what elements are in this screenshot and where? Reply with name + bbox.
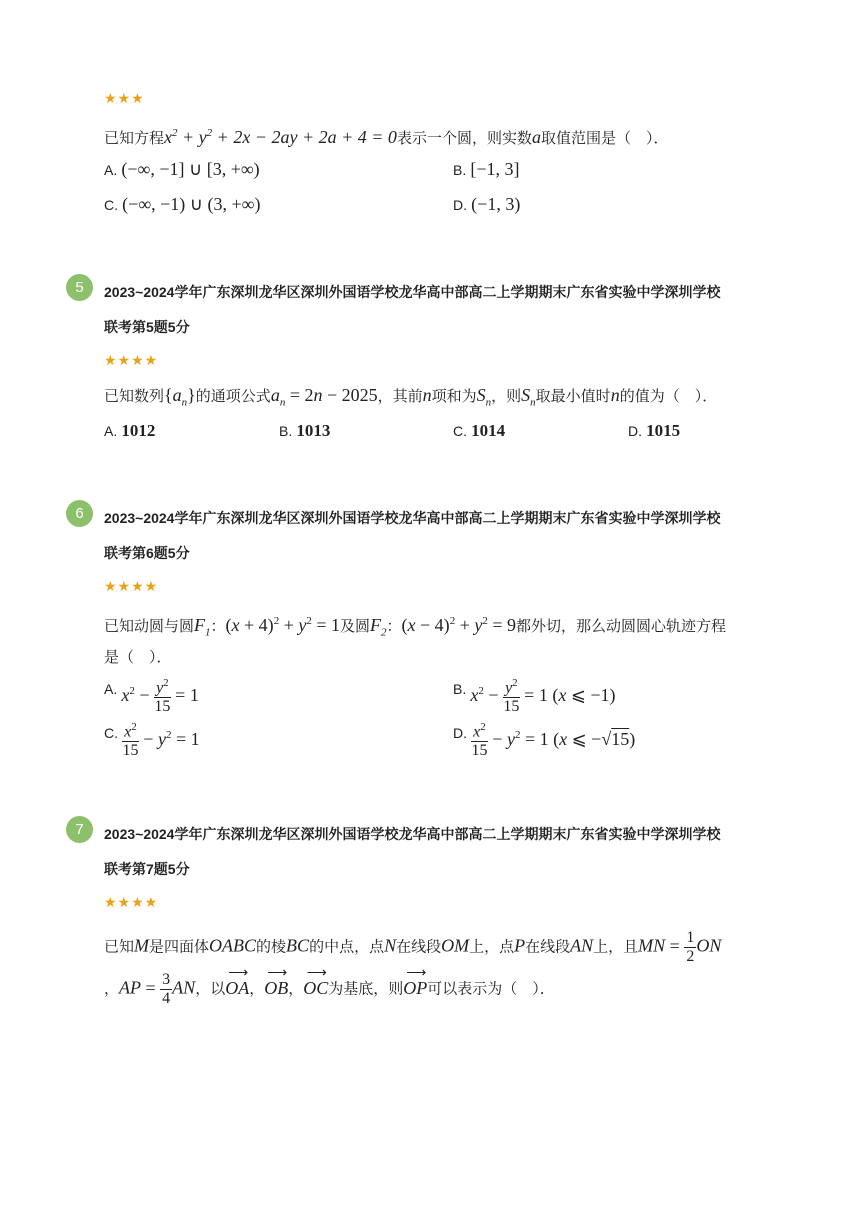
- question-source: 2023~2024学年广东深圳龙华区深圳外国语学校龙华高中部高二上学期期末广东省实验中学深圳学校: [104, 284, 721, 300]
- option-a[interactable]: A. (−∞, −1] ∪ [3, +∞): [104, 159, 260, 179]
- question-source-cont: 联考第6题5分: [104, 545, 190, 561]
- question-stem: 已知M是四面体OABC的棱BC的中点，点N在线段OM上，点P在线段AN上，且MN = $\frac{1}{2}$ ON: [104, 929, 722, 965]
- difficulty-stars: ★★★: [104, 90, 145, 106]
- stem-text: 取值范围是（ ）．: [540, 130, 669, 147]
- option-a[interactable]: A. $x^2$ − $\frac{y^2}{15}$ = 1: [104, 677, 199, 716]
- difficulty-stars: ★★★★: [104, 578, 159, 594]
- difficulty-stars: ★★★★: [104, 894, 159, 910]
- option-b[interactable]: B. 1013: [279, 421, 331, 440]
- option-b[interactable]: B. [−1, 3]: [453, 159, 520, 179]
- option-d[interactable]: D. 1015: [628, 421, 681, 440]
- option-d[interactable]: D. (−1, 3): [453, 194, 521, 214]
- question-stem-cont: ，AP = $\frac{3}{4}$ AN，以⟶ OA，⟶ OB，⟶ OC为基底，则⟶ OP可以表示为（ ）．: [104, 972, 555, 1007]
- question-stem: 已知数列$\{a_n\}$的通项公式$a_n = 2n - 2025$，其前n项和为$S_n$，则$S_n$取最小值时n的值为（ ）．: [104, 385, 718, 409]
- question-source: 2023~2024学年广东深圳龙华区深圳外国语学校龙华高中部高二上学期期末广东省实验中学深圳学校: [104, 826, 721, 842]
- stem-equation: $x^2 + y^2 + 2x - 2ay + 2a + 4 = 0$: [164, 127, 397, 147]
- question-number-badge: 5: [66, 274, 93, 301]
- question-stem: 已知动圆与圆$F_1$：$(x + 4)^2 + y^2 = 1$及圆$F_2$：$(x - 4)^2 + y^2 = 9$都外切，那么动圆圆心轨迹方程: [104, 615, 727, 639]
- option-b[interactable]: B. $x^2$ − $\frac{y^2}{15}$ = 1 (x ⩽ −1): [453, 677, 616, 716]
- option-c[interactable]: C. 1014: [453, 421, 506, 440]
- question-stem-cont: 是（ ）．: [104, 649, 172, 666]
- question-number-badge: 6: [66, 500, 93, 527]
- option-c[interactable]: C. (−∞, −1) ∪ (3, +∞): [104, 194, 261, 214]
- question-source-cont: 联考第5题5分: [104, 319, 190, 335]
- question-source: 2023~2024学年广东深圳龙华区深圳外国语学校龙华高中部高二上学期期末广东省实验中学深圳学校: [104, 510, 721, 526]
- difficulty-stars: ★★★★: [104, 352, 159, 368]
- stem-text: 表示一个圆，则实数: [396, 130, 532, 147]
- option-a[interactable]: A. 1012: [104, 421, 156, 440]
- question-source-cont: 联考第7题5分: [104, 861, 190, 877]
- option-d[interactable]: D. $\frac{x^2}{15}$ − $y^2 = 1$ (x ⩽ −√15): [453, 721, 636, 760]
- option-c[interactable]: C. $\frac{x^2}{15}$ − $y^2 = 1$: [104, 721, 200, 760]
- stem-text: 已知方程: [104, 130, 165, 147]
- question-number-badge: 7: [66, 816, 93, 843]
- question-stem: [104, 122, 668, 150]
- stem-variable: a: [531, 127, 541, 147]
